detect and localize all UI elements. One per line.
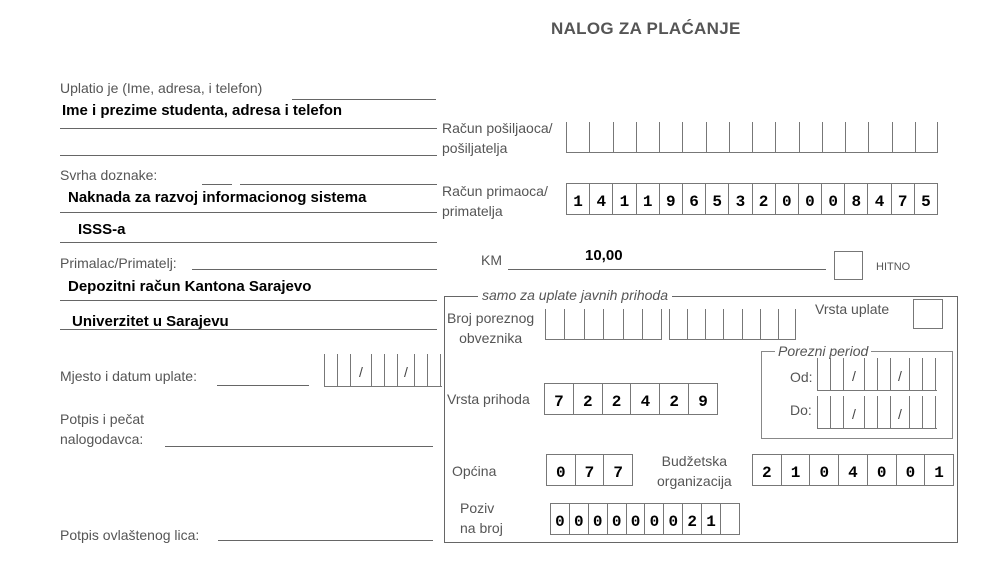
recipient-account-digit[interactable]: 2 — [753, 184, 776, 214]
reference-digit[interactable]: 0 — [589, 504, 608, 534]
taxpayer-number-digit[interactable] — [723, 309, 741, 339]
sender-account-digit[interactable] — [892, 122, 915, 152]
payer-line-2 — [60, 128, 437, 129]
reference-digit[interactable]: 0 — [570, 504, 589, 534]
revenue-type-digit[interactable]: 9 — [689, 384, 718, 414]
sender-account-digit[interactable] — [682, 122, 705, 152]
recipient-account-digit[interactable]: 8 — [845, 184, 868, 214]
tax-period-legend: Porezni period — [775, 343, 871, 359]
taxpayer-number-digit[interactable] — [705, 309, 723, 339]
signature-payer-label: Potpis i pečat nalogodavca: — [60, 411, 145, 447]
recipient-account-label: Račun primaoca/ primatelja — [442, 183, 548, 219]
recipient-account-digit[interactable]: 0 — [822, 184, 845, 214]
taxpayer-number-digit[interactable] — [623, 309, 642, 339]
period-to-boxes[interactable]: / / — [817, 396, 937, 429]
revenue-type-digit[interactable]: 4 — [631, 384, 660, 414]
urgent-checkbox[interactable] — [834, 251, 863, 280]
currency-label: KM — [481, 252, 502, 268]
sender-account-digit[interactable] — [636, 122, 659, 152]
recipient-account-digit[interactable]: 1 — [613, 184, 636, 214]
sender-account-digit[interactable] — [613, 122, 636, 152]
revenue-type-boxes[interactable] — [544, 383, 718, 415]
revenue-type-digit[interactable]: 2 — [660, 384, 689, 414]
sender-account-digit[interactable] — [868, 122, 891, 152]
period-from-label: Od: — [790, 369, 813, 385]
recipient-line-1 — [192, 269, 437, 270]
reference-digit[interactable]: 0 — [608, 504, 627, 534]
budget-org-digit[interactable]: 1 — [925, 455, 954, 485]
reference-digit[interactable]: 0 — [551, 504, 570, 534]
public-revenue-legend: samo za uplate javnih prihoda — [478, 287, 672, 303]
reference-digit[interactable]: 2 — [683, 504, 702, 534]
sender-account-digit[interactable] — [915, 122, 938, 152]
sender-account-label: Račun pošiljaoca/ pošiljatelja — [442, 120, 553, 156]
place-date-label: Mjesto i datum uplate: — [60, 368, 197, 384]
budget-org-label: Budžetska organizacija — [657, 453, 732, 489]
reference-digit[interactable]: 0 — [664, 504, 683, 534]
revenue-type-digit[interactable]: 2 — [603, 384, 632, 414]
date-boxes[interactable]: / / — [324, 354, 442, 387]
recipient-account-digit[interactable]: 3 — [729, 184, 752, 214]
taxpayer-number-boxes-1[interactable] — [545, 309, 662, 340]
reference-digit[interactable] — [721, 504, 740, 534]
recipient-line-2 — [60, 300, 437, 301]
taxpayer-number-digit[interactable] — [584, 309, 603, 339]
taxpayer-number-label: Broj poreznog obveznika — [447, 310, 535, 346]
period-from-boxes[interactable]: / / — [817, 358, 937, 391]
payer-line-1 — [292, 99, 436, 100]
taxpayer-number-digit[interactable] — [642, 309, 661, 339]
budget-org-digit[interactable]: 0 — [897, 455, 926, 485]
payment-type-label: Vrsta uplate — [815, 301, 890, 317]
purpose-value-2[interactable]: ISSS-a — [78, 221, 126, 238]
budget-org-digit[interactable]: 4 — [839, 455, 868, 485]
place-line[interactable] — [217, 385, 309, 386]
purpose-value-1[interactable]: Naknada za razvoj informacionog sistema — [68, 189, 367, 206]
recipient-account-digit[interactable]: 4 — [868, 184, 891, 214]
recipient-account-digit[interactable]: 9 — [660, 184, 683, 214]
taxpayer-number-digit[interactable] — [742, 309, 760, 339]
reference-label: Poziv na broj — [460, 500, 503, 536]
purpose-label: Svrha doznake: — [60, 167, 158, 183]
sender-account-digit[interactable] — [729, 122, 752, 152]
recipient-account-digit[interactable]: 4 — [590, 184, 613, 214]
amount-line — [508, 269, 826, 270]
revenue-type-digit[interactable]: 2 — [574, 384, 603, 414]
taxpayer-number-digit[interactable] — [669, 309, 687, 339]
revenue-type-digit[interactable]: 7 — [545, 384, 574, 414]
budget-org-digit[interactable]: 2 — [753, 455, 782, 485]
recipient-label: Primalac/Primatelj: — [60, 255, 177, 271]
amount-value[interactable]: 10,00 — [585, 247, 623, 264]
taxpayer-number-digit[interactable] — [564, 309, 583, 339]
sender-account-digit[interactable] — [752, 122, 775, 152]
recipient-account-digit[interactable]: 7 — [892, 184, 915, 214]
recipient-account-digit[interactable]: 0 — [776, 184, 799, 214]
municipality-digit[interactable]: 0 — [547, 455, 576, 485]
taxpayer-number-digit[interactable] — [778, 309, 796, 339]
taxpayer-number-digit[interactable] — [687, 309, 705, 339]
budget-org-boxes[interactable] — [752, 454, 954, 486]
purpose-line-1 — [240, 184, 437, 185]
payer-line-3 — [60, 155, 437, 156]
recipient-line-3 — [60, 329, 437, 330]
revenue-type-label: Vrsta prihoda — [447, 391, 530, 407]
purpose-line-short — [202, 184, 232, 185]
sender-account-digit[interactable] — [589, 122, 612, 152]
budget-org-digit[interactable]: 0 — [810, 455, 839, 485]
payment-type-box[interactable] — [913, 299, 943, 329]
signature-payer-line[interactable] — [165, 446, 433, 447]
recipient-account-boxes[interactable] — [566, 183, 938, 215]
reference-digit[interactable]: 1 — [702, 504, 721, 534]
recipient-account-digit[interactable]: 1 — [567, 184, 590, 214]
sender-account-digit[interactable] — [659, 122, 682, 152]
sender-account-digit[interactable] — [775, 122, 798, 152]
payer-value[interactable]: Ime i prezime studenta, adresa i telefon — [62, 102, 343, 119]
recipient-account-digit[interactable]: 1 — [637, 184, 660, 214]
payer-label: Uplatio je (Ime, adresa, i telefon) — [60, 80, 263, 96]
sender-account-digit[interactable] — [566, 122, 589, 152]
purpose-line-3 — [60, 242, 437, 243]
recipient-account-digit[interactable]: 6 — [683, 184, 706, 214]
urgent-label: HITNO — [876, 261, 911, 273]
purpose-line-2 — [60, 212, 437, 213]
recipient-account-digit[interactable]: 5 — [706, 184, 729, 214]
signature-official-line[interactable] — [218, 540, 433, 541]
signature-official-label: Potpis ovlaštenog lica: — [60, 527, 200, 543]
budget-org-digit[interactable]: 1 — [782, 455, 811, 485]
sender-account-digit[interactable] — [799, 122, 822, 152]
municipality-label: Općina — [452, 463, 497, 479]
period-to-label: Do: — [790, 402, 812, 418]
municipality-boxes[interactable] — [546, 454, 633, 486]
reference-boxes[interactable] — [550, 503, 740, 535]
taxpayer-number-digit[interactable] — [603, 309, 622, 339]
reference-digit[interactable]: 0 — [645, 504, 664, 534]
recipient-value-1[interactable]: Depozitni račun Kantona Sarajevo — [68, 278, 312, 295]
recipient-value-2[interactable]: Univerzitet u Sarajevu — [72, 313, 229, 330]
sender-account-digit[interactable] — [845, 122, 868, 152]
sender-account-boxes[interactable] — [566, 122, 938, 153]
recipient-account-digit[interactable]: 5 — [915, 184, 938, 214]
budget-org-digit[interactable]: 0 — [868, 455, 897, 485]
municipality-digit[interactable]: 7 — [576, 455, 605, 485]
form-title: NALOG ZA PLAĆANJE — [551, 19, 741, 38]
sender-account-digit[interactable] — [706, 122, 729, 152]
sender-account-digit[interactable] — [822, 122, 845, 152]
taxpayer-number-digit[interactable] — [760, 309, 778, 339]
taxpayer-number-digit[interactable] — [545, 309, 564, 339]
taxpayer-number-boxes-2[interactable] — [669, 309, 796, 340]
reference-digit[interactable]: 0 — [627, 504, 646, 534]
recipient-account-digit[interactable]: 0 — [799, 184, 822, 214]
municipality-digit[interactable]: 7 — [604, 455, 633, 485]
